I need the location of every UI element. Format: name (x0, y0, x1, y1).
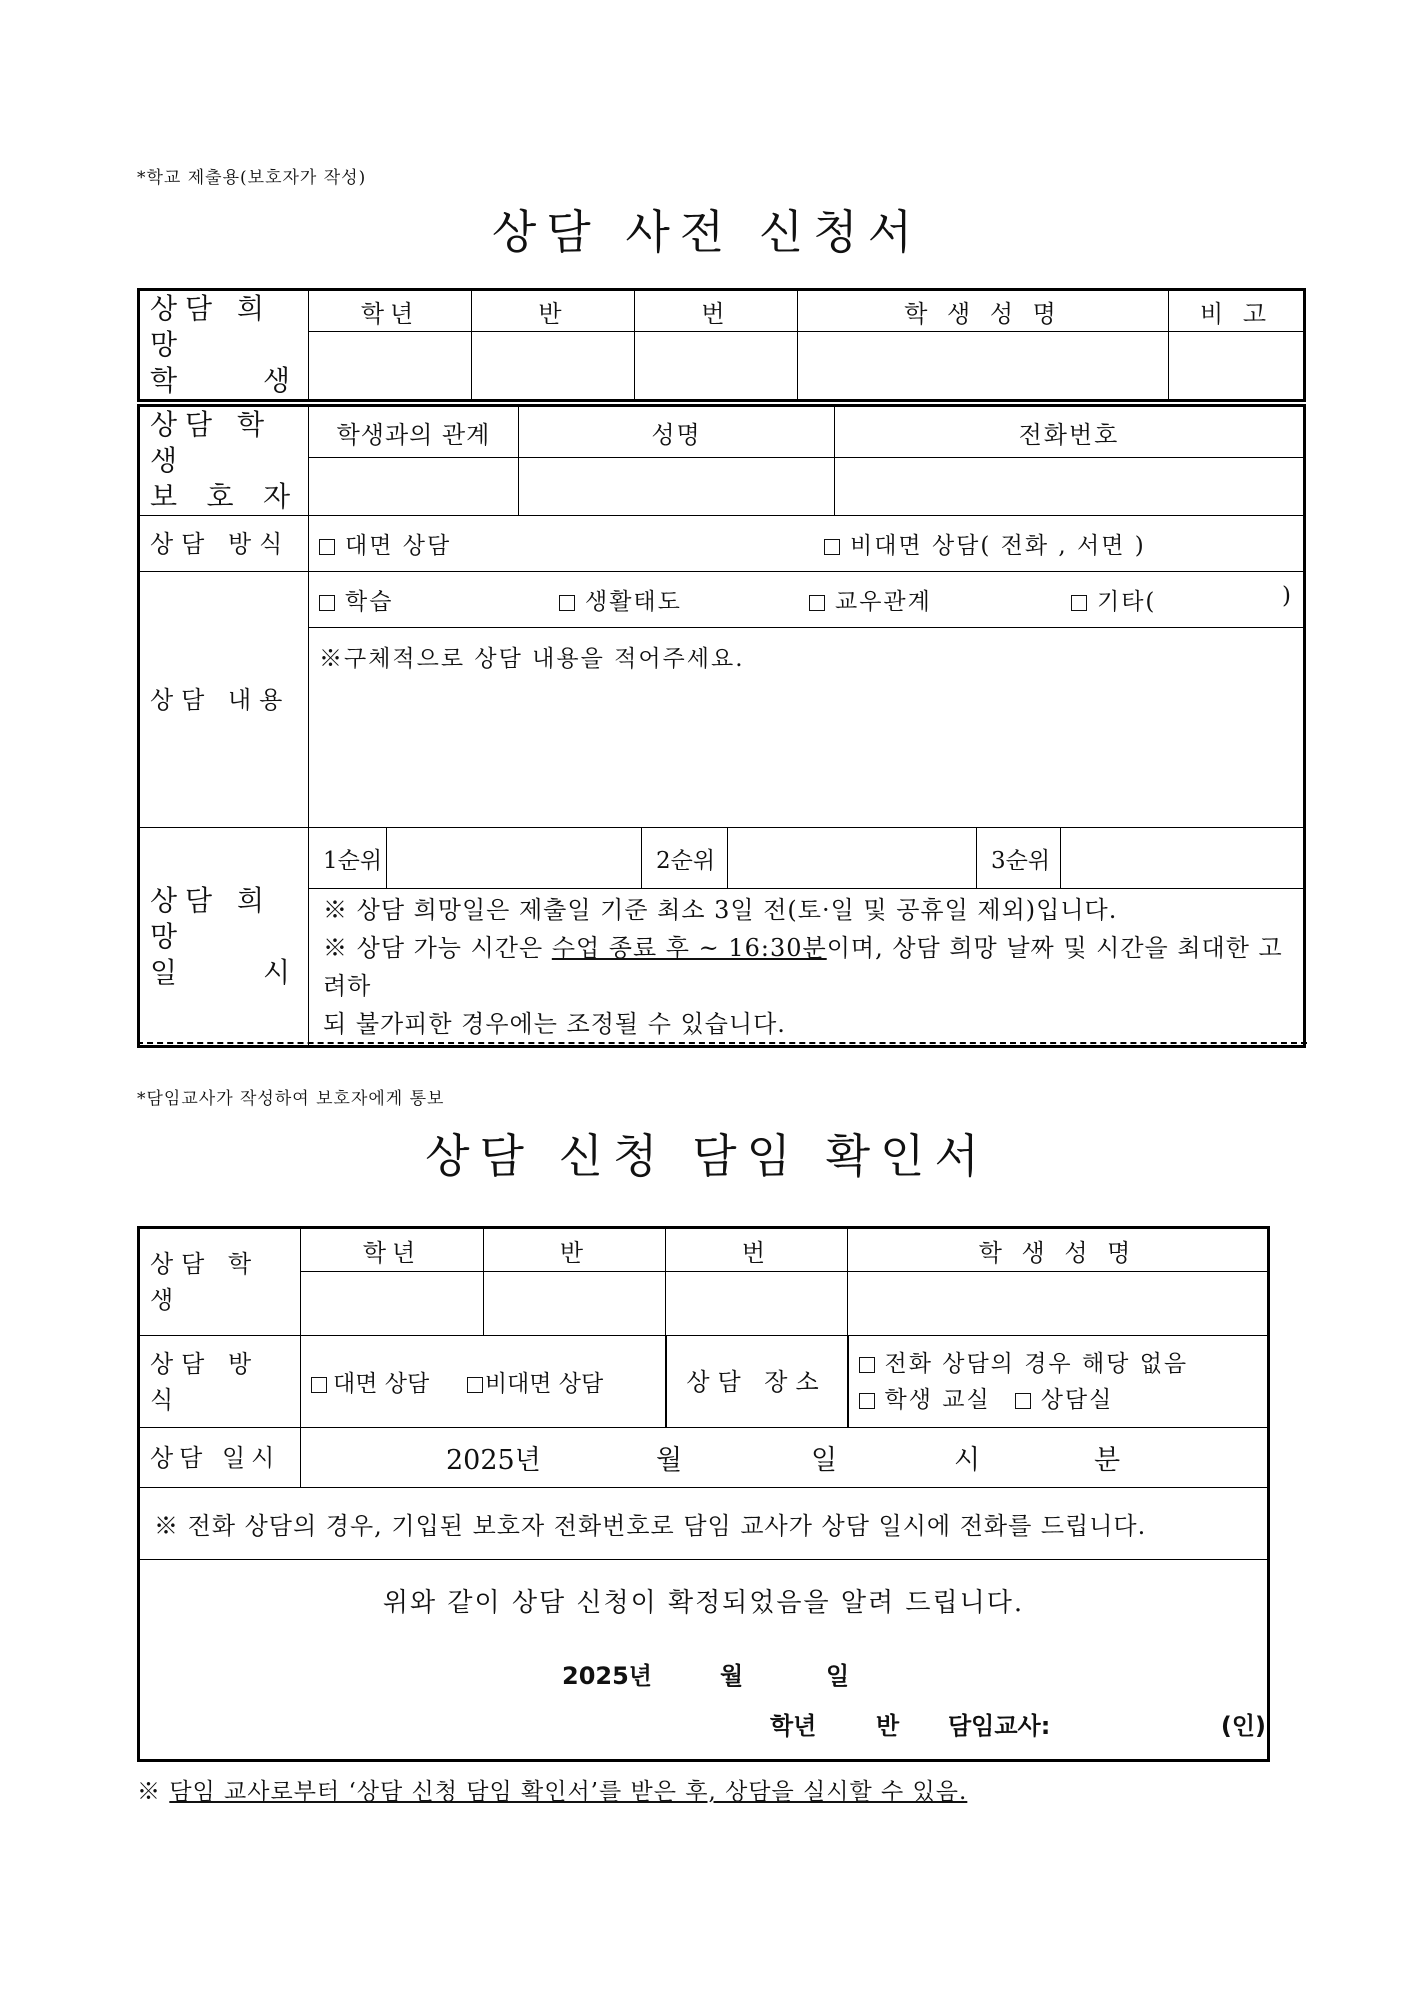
header-class: 반 (472, 290, 635, 332)
form2-class-input[interactable] (484, 1272, 666, 1336)
date-minute: 분 (1094, 1445, 1121, 1476)
form2-date-label: 상담 일시 (139, 1428, 301, 1488)
guardian-name-input[interactable] (519, 458, 835, 516)
guardian-label-2: 보 호 자 (150, 480, 298, 513)
checkbox-icon[interactable] (1071, 595, 1087, 611)
sign-date: 2025년 월 일 (562, 1662, 850, 1690)
rank-2-label: 2순위 (642, 828, 728, 888)
form2-method-face[interactable]: 대면 상담 (311, 1371, 429, 1397)
content-label: 상담 내용 (139, 572, 309, 828)
date-year: 2025년 (446, 1445, 541, 1476)
header-phone: 전화번호 (835, 406, 1305, 458)
form2-header-number: 번 (666, 1228, 848, 1272)
content-hint: ※구체적으로 상담 내용을 적어주세요. (319, 646, 745, 672)
date-notice-cell (309, 889, 1305, 1047)
checkbox-icon[interactable] (824, 539, 840, 555)
form2-student-name-input[interactable] (848, 1272, 1269, 1336)
checkbox-icon[interactable] (1015, 1393, 1031, 1409)
phone-notice: ※ 전화 상담의 경우, 기입된 보호자 전화번호로 담임 교사가 상담 일시에 전화를 드립니다. (139, 1488, 1269, 1560)
grade-input[interactable] (309, 332, 472, 401)
form2-student-label: 상담 학생 (139, 1228, 301, 1336)
form1-title: 상담 사전 신청서 (491, 205, 923, 259)
footer-note (137, 1773, 967, 1806)
number-input[interactable] (635, 332, 798, 401)
cut-line (137, 1042, 1307, 1044)
content-other[interactable]: 기타( ) (1071, 583, 1293, 616)
guardian-label-1: 상담 학생 (150, 408, 273, 477)
content-study[interactable]: 학습 (319, 583, 559, 616)
place-classroom[interactable]: 학생 교실 (859, 1387, 991, 1413)
form2-grade-input[interactable] (301, 1272, 484, 1336)
date-notice-1: ※ 상담 희망일은 제출일 기준 최소 3일 전(토·일 및 공휴일 제외)입니다. (323, 896, 1118, 924)
form2-method-remote[interactable]: 비대면 상담 (467, 1371, 603, 1397)
form2-method-cell (301, 1336, 666, 1428)
form2-note: *담임교사가 작성하여 보호자에게 통보 (137, 1089, 445, 1109)
date-month: 월 (656, 1445, 683, 1476)
checkbox-icon[interactable] (319, 595, 335, 611)
content-attitude[interactable]: 생활태도 (559, 583, 809, 616)
form2-place-label: 상담 장소 (666, 1336, 848, 1428)
content-textarea[interactable] (309, 628, 1305, 828)
rank-3-label: 3순위 (977, 828, 1061, 888)
rank-3-input[interactable] (1061, 828, 1303, 888)
header-number: 번 (635, 290, 798, 332)
date-label-2: 일 시 (150, 955, 298, 989)
checkbox-icon[interactable] (311, 1377, 327, 1393)
method-non-face-to-face[interactable]: 비대면 상담( 전화 , 서면 ) (824, 527, 1146, 560)
date-day: 일 (811, 1445, 838, 1476)
form1-note: *학교 제출용(보호자가 작성) (137, 168, 367, 188)
student-name-input[interactable] (798, 332, 1169, 401)
form2-date-cell[interactable] (301, 1428, 1269, 1488)
place-none[interactable]: 전화 상담의 경우 해당 없음 (859, 1346, 1258, 1382)
checkbox-icon[interactable] (319, 539, 335, 555)
header-grade: 학년 (309, 290, 472, 332)
checkbox-icon[interactable] (859, 1357, 875, 1373)
place-counsel-room[interactable]: 상담실 (1015, 1387, 1114, 1413)
rank-1-input[interactable] (387, 828, 642, 888)
method-label: 상담 방식 (139, 516, 309, 572)
date-hour: 시 (954, 1445, 981, 1476)
content-friends[interactable]: 교우관계 (809, 583, 1071, 616)
content-options-cell (309, 572, 1305, 628)
confirm-cell (139, 1560, 1269, 1761)
form2-header-class: 반 (484, 1228, 666, 1272)
checkbox-icon[interactable] (809, 595, 825, 611)
sign-line: 학년 반 담임교사: (인) (770, 1706, 1266, 1741)
date-notice-2: ※ 상담 가능 시간은 수업 종료 후 ~ 16:30분이며, 상담 희망 날짜 및 시간을 최대한 고려하 (323, 934, 1283, 1000)
student-label-1: 상담 희망 (150, 292, 273, 361)
form1-main-table (137, 404, 1306, 1048)
student-label-cell (139, 290, 309, 401)
date-label-cell (139, 828, 309, 1047)
form2-number-input[interactable] (666, 1272, 848, 1336)
date-notice-3: 되 불가피한 경우에는 조정될 수 있습니다. (323, 1010, 786, 1038)
form1-student-table (137, 288, 1306, 402)
form2-place-cell (848, 1336, 1269, 1428)
checkbox-icon[interactable] (559, 595, 575, 611)
rank-1-label: 1순위 (309, 828, 387, 888)
form2-table (137, 1226, 1270, 1762)
footer-mark: ※ (137, 1779, 161, 1805)
checkbox-icon[interactable] (859, 1393, 875, 1409)
rank-2-input[interactable] (728, 828, 977, 888)
header-guardian-name: 성명 (519, 406, 835, 458)
checkbox-icon[interactable] (467, 1377, 483, 1393)
form2-title: 상담 신청 담임 확인서 (425, 1129, 989, 1183)
footer-note-text: 담임 교사로부터 ‘상담 신청 담임 확인서’를 받은 후, 상담을 실시할 수 있음. (169, 1779, 968, 1805)
relation-input[interactable] (309, 458, 519, 516)
header-student-name: 학 생 성 명 (798, 290, 1169, 332)
place-options (859, 1382, 1258, 1418)
phone-input[interactable] (835, 458, 1305, 516)
student-label-2: 학 생 (150, 364, 298, 397)
header-relation: 학생과의 관계 (309, 406, 519, 458)
form2-method-label: 상담 방식 (139, 1336, 301, 1428)
guardian-label-cell (139, 406, 309, 516)
form2-header-grade: 학년 (301, 1228, 484, 1272)
method-face-to-face[interactable]: 대면 상담 (319, 527, 824, 560)
confirm-text: 위와 같이 상담 신청이 확정되었음을 알려 드립니다. (382, 1588, 1025, 1618)
class-input[interactable] (472, 332, 635, 401)
remarks-input[interactable] (1169, 332, 1305, 401)
seal-mark: (인) (1220, 1712, 1266, 1740)
date-label-1: 상담 희망 (150, 883, 273, 953)
header-remarks: 비 고 (1169, 290, 1305, 332)
method-options-cell (309, 516, 1305, 572)
form2-header-student-name: 학 생 성 명 (848, 1228, 1269, 1272)
ranks-cell (309, 828, 1305, 889)
